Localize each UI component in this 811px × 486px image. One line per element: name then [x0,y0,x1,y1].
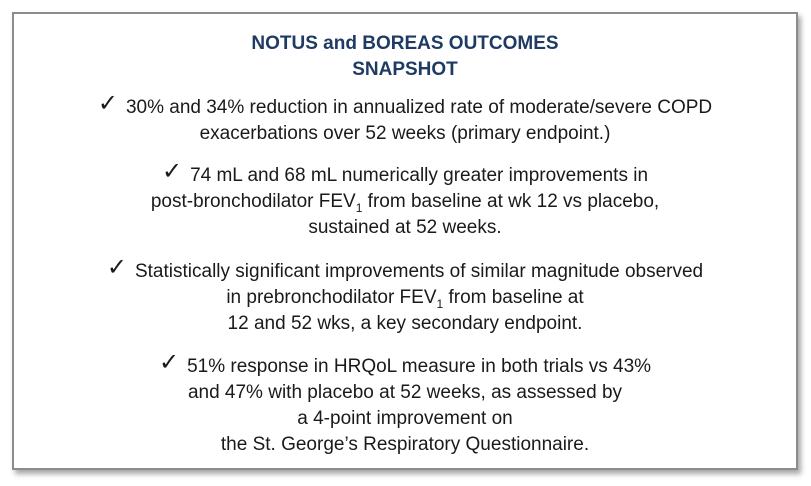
bullet-4-line-1: 51% response in HRQoL measure in both trials vs 43% [187,356,652,377]
checkmark-icon: ✓ [106,254,127,281]
bullet-3-line-1: Statistically significant improvements of similar magnitude observed [134,261,704,282]
bullet-2-line-1: 74 mL and 68 mL numerically greater improvements in [190,165,649,186]
bullet-prebronchodilator-fev1 [14,254,796,337]
bullet-2-line-3: sustained at 52 weeks. [308,217,502,238]
checkmark-icon: ✓ [97,90,118,117]
outcomes-snapshot-card [12,12,798,470]
bullet-postbronchodilator-fev1 [14,158,796,241]
bullet-hrqol [14,349,796,458]
card-title-line1: NOTUS and BOREAS OUTCOMES [251,33,559,54]
bullet-1-line-1: 30% and 34% reduction in annualized rate of moderate/severe COPD [125,97,713,118]
bullet-3-line-2: in prebronchodilator $FEV_1$ from baseline at [226,287,584,311]
bullet-4-line-3: a 4-point improvement on [297,408,513,429]
checkmark-icon: ✓ [158,349,180,376]
bullet-2-line-2: post-bronchodilator $FEV_1$ from baseline at wk 12 vs placebo, [150,191,660,215]
bullet-4-line-4: the St. George’s Respiratory Questionnaire. [220,434,590,455]
bullet-exacerbations [14,90,796,147]
checkmark-icon: ✓ [161,158,183,185]
bullet-4-line-2: and 47% with placebo at 52 weeks, as assessed by [187,382,623,403]
card-title-line2: SNAPSHOT [352,59,458,80]
bullet-3-line-3: 12 and 52 wks, a key secondary endpoint. [227,313,583,334]
bullet-1-line-2: exacerbations over 52 weeks (primary endpoint.) [199,123,611,144]
